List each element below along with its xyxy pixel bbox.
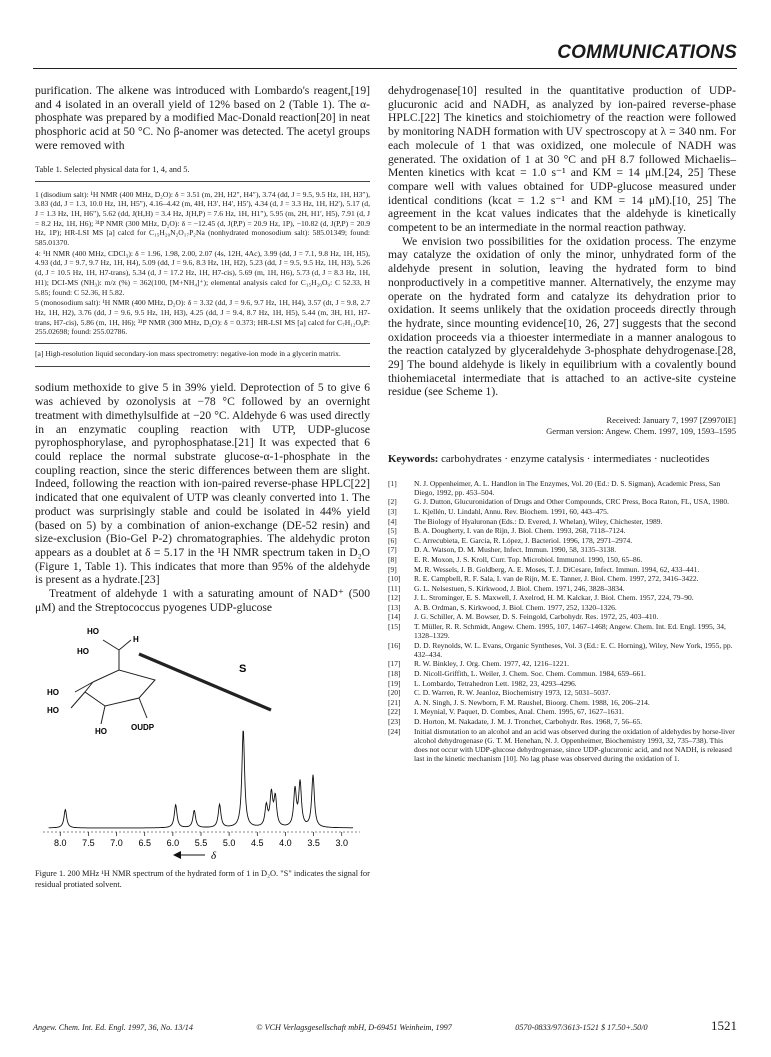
x-tick-label: 6.5 xyxy=(138,838,151,849)
struct-label-ho: HO xyxy=(87,627,99,637)
left-paragraph-3: Treatment of aldehyde 1 with a saturating amount of NAD⁺ (500 μM) and the Streptococcus pyogenes UDP-glucose xyxy=(35,587,370,614)
reference-text: I. Meynial, V. Paquet, D. Combes, Anal. Chem. 1995, 67, 1627–1631. xyxy=(414,707,624,717)
reference-number: [2] xyxy=(388,497,397,507)
x-tick-label: 7.5 xyxy=(82,838,95,849)
left-paragraph-1: purification. The alkene was introduced with Lombardo's reagent,[19] and 4 isolated in an overall yield of 12% based on 2 (Table 1). The α-phosphate was prepared by a modified Mac-Donald reaction[20] in neat phosphoric acid at 50 °C. No β-anomer was detected. The acetyl groups were removed with xyxy=(35,84,370,152)
page-number: 1521 xyxy=(711,1018,737,1033)
reference-text: R. W. Binkley, J. Org. Chem. 1977, 42, 1216–1221. xyxy=(414,659,570,669)
struct-label-ho: HO xyxy=(77,647,89,657)
struct-label-ho: HO xyxy=(47,688,59,698)
reference-text: The Biology of Hyaluronan (Eds.: D. Evered, J. Whelan), Wiley, Chichester, 1989. xyxy=(414,516,663,526)
reference-number: [8] xyxy=(388,554,397,564)
table-caption: Table 1. Selected physical data for 1, 4, and 5. xyxy=(35,165,370,182)
german-version: German version: Angew. Chem. 1997, 109, 1593–1595 xyxy=(546,426,736,437)
x-tick-label: 6.0 xyxy=(166,838,180,849)
reference-number: [3] xyxy=(388,506,397,516)
bond xyxy=(101,706,105,724)
reference-item xyxy=(388,526,736,535)
x-tick-label: 3.0 xyxy=(335,838,348,849)
struct-label-h: H xyxy=(133,635,139,645)
reference-item xyxy=(388,717,736,726)
reference-text: G. J. Dutton, Glucuronidation of Drugs and Other Compounds, CRC Press, Boca Raton, FL, USA, 1980. xyxy=(414,497,729,507)
x-tick-label: 4.5 xyxy=(251,838,264,849)
reference-number: [13] xyxy=(388,602,401,612)
arrow-head xyxy=(173,851,181,859)
reference-text: T. Müller, R. R. Schmidt, Angew. Chem. 1995, 107, 1467–1468; Angew. Chem. Int. Ed. Engl. 1995, 34, 1328–1329. xyxy=(414,622,726,641)
reference-item xyxy=(388,574,736,583)
reference-number: [4] xyxy=(388,516,397,526)
page-footer xyxy=(33,1018,737,1034)
reference-text: N. J. Oppenheimer, A. L. Handlon in The Enzymes, Vol. 20 (Ed.: D. S. Sigman), Academic Press, San Diego, 1992, pp. 453–504. xyxy=(414,478,721,497)
footer-journal: Angew. Chem. Int. Ed. Engl. 1997, 36, No. 13/14 xyxy=(33,1023,193,1032)
reference-number: [23] xyxy=(388,717,401,727)
reference-text: J. G. Schiller, A. M. Bowser, D. S. Feingold, Carbohydr. Res. 1972, 25, 403–410. xyxy=(414,612,659,622)
reference-item xyxy=(388,545,736,554)
keywords-label: Keywords: xyxy=(388,453,439,466)
keywords xyxy=(388,453,736,467)
reference-item xyxy=(388,536,736,545)
section-title: COMMUNICATIONS xyxy=(557,42,737,63)
reference-number: [5] xyxy=(388,526,397,536)
reference-item xyxy=(388,669,736,678)
axis-label: δ xyxy=(211,850,217,861)
reference-text: R. E. Campbell, R. F. Sala, I. van de Rijn, M. E. Tanner, J. Biol. Chem. 1997, 272, 3416–3422. xyxy=(414,574,699,584)
reference-item xyxy=(388,555,736,564)
pointer-line xyxy=(139,654,271,710)
reference-number: [20] xyxy=(388,688,401,698)
received-info xyxy=(388,415,736,437)
reference-number: [24] xyxy=(388,726,401,736)
reference-text: D. Horton, M. Nakadate, J. M. J. Tronchet, Carbohydr. Res. 1968, 7, 56–65. xyxy=(414,717,643,727)
reference-text: L. Kjellén, U. Lindahl, Annu. Rev. Biochem. 1991, 60, 443–475. xyxy=(414,506,609,516)
figure-1 xyxy=(35,620,370,889)
reference-item xyxy=(388,612,736,621)
reference-number: [18] xyxy=(388,669,401,679)
reference-item xyxy=(388,622,736,640)
table-footnote: [a] High-resolution liquid secondary-ion mass spectrometry: negative-ion mode in a glycerin matrix. xyxy=(35,343,370,367)
reference-text: A. B. Ordman, S. Kirkwood, J. Biol. Chem. 1977, 252, 1320–1326. xyxy=(414,602,617,612)
keywords-list: carbohydrates · enzyme catalysis · intermediates · nucleotides xyxy=(441,453,710,466)
reference-item xyxy=(388,497,736,506)
x-tick-label: 7.0 xyxy=(110,838,123,849)
x-tick-label: 4.0 xyxy=(279,838,292,849)
reference-text: B. A. Dougherty, I. van de Rijn, J. Biol. Chem. 1993, 268, 7118–7124. xyxy=(414,526,626,536)
table-entry-4: 4: ¹H NMR (400 MHz, CDCl₃): δ = 1.96, 1.98, 2.00, 2.07 (4s, 12H, 4Ac), 3.99 (dd, J = 7.1, 9.8 Hz, 1H, H5), 4.93 (dd, J = 9.7, 9.7 Hz, 1H, H4), 5.09 (dd, J = 9.6, 8.3 Hz, 1H, H2), 5.23 (dd, J = 9.5, 9.5 Hz, 1H, H3), 5.26 (d, J = 10.5 Hz, 1H, H7-trans), 5.34 (d, J = 17.2 Hz, 1H, H7-cis), 5.69 (m, 1H, H6), 5.73 (d, J = 8.3 Hz, 1H, H1); DCI-MS (NH₃): m/z (%) = 362(100, [M+NH₄]⁺); elemental analysis calcd for C₁₅H₂₀O₉: C 52.33, H 5.85; found: C 52.36, H 5.82. xyxy=(35,248,370,297)
x-tick-label: 5.5 xyxy=(194,838,208,849)
bond xyxy=(103,640,119,650)
reference-item xyxy=(388,641,736,659)
struct-label-oudp: OUDP xyxy=(131,723,155,733)
reference-item xyxy=(388,707,736,716)
reference-number: [16] xyxy=(388,640,401,650)
reference-number: [19] xyxy=(388,678,401,688)
reference-item xyxy=(388,565,736,574)
reference-item xyxy=(388,584,736,593)
reference-number: [22] xyxy=(388,707,401,717)
reference-item xyxy=(388,727,736,763)
table-body xyxy=(35,190,370,338)
reference-item xyxy=(388,688,736,697)
reference-number: [1] xyxy=(388,478,397,488)
x-tick-label: 3.5 xyxy=(307,838,320,849)
reference-item xyxy=(388,698,736,707)
reference-item xyxy=(388,507,736,516)
table-1 xyxy=(35,165,370,368)
x-ticks xyxy=(54,832,348,848)
reference-number: [6] xyxy=(388,535,397,545)
reference-item xyxy=(388,593,736,602)
reference-number: [7] xyxy=(388,545,397,555)
figure-caption: Figure 1. 200 MHz ¹H NMR spectrum of the hydrated form of 1 in D₂O. "S" indicates the signal for residual protiated solvent. xyxy=(35,869,370,889)
reference-text: M. R. Wessels, J. B. Goldberg, A. E. Moses, T. J. DiCesare, Infect. Immun. 1994, 62, 433–441. xyxy=(414,564,700,574)
footer-publisher: © VCH Verlagsgesellschaft mbH, D-69451 Weinheim, 1997 xyxy=(256,1023,452,1032)
right-paragraph-2: We envision two possibilities for the oxidation process. The enzyme may catalyze the oxidation of only the minor, unhydrated form of the aldehyde present in solution, leaving the hydrated form to bind nonproductively in a competitive manner. Alternatively, the enzyme may operate on the hydrated form and catalyze its dehydration prior to oxidation. It seems unlikely that the oxidation proceeds directly through the hydrate, since mounting evidence[10, 26, 27] suggests that the second oxidation proceeds via a thioester intermediate in a manner analogous to the reaction catalyzed by glyceraldehyde 3-phosphate dehydrogenase.[28, 29] The bound aldehyde is likely in equilibrium with a covalently bound thiohemiacetal intermediate that is attached to an active-site cysteine residue (see Scheme 1). xyxy=(388,234,736,399)
left-paragraph-2: sodium methoxide to give 5 in 39% yield. Deprotection of 5 to give 6 was achieved by ozonolysis at −78 °C followed by an overnight treatment with dimethylsulfide at −20 °C. Aldehyde 6 was used directly in an enzymatic coupling reaction with UTP, UDP-glucose pyrophosphorylase, and pyrophosphatase.[21] It was expected that 6 could replace the normal substrate glucose-α-1-phosphate in the coupling reaction, since the steric differences between them are slight. Indeed, following the reaction with ion-paired reverse-phase HPLC[22] indicated that one equivalent of UTP was cleanly converted into 1. The product was surprisingly stable and could be isolated in 44% yield (based on 5) by a combination of anion-exchange (DE-52 resin) and size-exclusion (Bio-Gel P-2) chromatographies. The aldehydic proton appears as a doublet at δ = 5.17 in the ¹H NMR spectrum taken in D₂O (Figure 1, Table 1). This indicates that more than 95% of the aldehyde is present as a hydrate.[23] xyxy=(35,381,370,587)
table-entry-5: 5 (monosodium salt): ¹H NMR (400 MHz, D₂O): δ = 3.32 (dd, J = 9.6, 9.7 Hz, 1H, H4), 3.57 (dt, J = 9.8, 2.7 Hz, 1H, H2), 3.76 (dd, J = 9.6, 9.5 Hz, 1H, H3), 4.25 (dd, J = 9.4, 8.7 Hz, 1H, H5), 5.44 (m, 3H, H1, H7-trans, H7-cis), 5.86 (m, 1H, H6); ³¹P NMR (300 MHz, D₂O): δ = 0.373; HR-LSI MS [a] calcd for C₇H₁₂O₈P: 255.02698; found: 255.02786. xyxy=(35,298,370,337)
reference-text: D. A. Watson, D. M. Musher, Infect. Immun. 1990, 58, 3135–3138. xyxy=(414,545,617,555)
reference-text: G. L. Nelsestuen, S. Kirkwood, J. Biol. Chem. 1971, 246, 3828–3834. xyxy=(414,583,625,593)
bond xyxy=(119,640,131,650)
right-column xyxy=(388,84,736,763)
reference-text: L. Lombardo, Tetrahedron Lett. 1982, 23, 4293–4296. xyxy=(414,678,577,688)
molecule-structure xyxy=(71,640,271,724)
reference-text: A. N. Singh, J. S. Newborn, F. M. Raushel, Bioorg. Chem. 1988, 16, 206–214. xyxy=(414,697,650,707)
right-paragraph-1: dehydrogenase[10] resulted in the quantitative production of UDP-glucuronic acid and NADH, as analyzed by ion-paired reverse-phase HPLC.[22] The kinetics and stoichiometry of the reaction were followed by monitoring NADH formation with UV spectroscopy at λ = 340 nm. For each molecule of 1 that was oxidized, one molecule of NADH was generated. The oxidation of 1 at 30 °C and pH 8.7 followed Michaelis–Menten kinetics with kcat = 1.0 s⁻¹ and KM = 14 μM.[24, 25] These compare well with values obtained for UDP-glucose measured under identical conditions (kcat = 1.2 s⁻¹ and KM = 14 μM).[10, 25] The agreement in the kcat values indicates that the aldehyde is kinetically competent to be an intermediate in the normal reaction pathway. xyxy=(388,84,736,235)
footer-issn: 0570-0833/97/3613-1521 $ 17.50+.50/0 xyxy=(515,1023,648,1032)
bond xyxy=(71,692,85,708)
reference-item xyxy=(388,479,736,497)
pyranose-ring xyxy=(85,670,155,706)
bond xyxy=(75,682,93,692)
reference-number: [12] xyxy=(388,593,401,603)
page-header xyxy=(33,38,737,69)
reference-item xyxy=(388,517,736,526)
x-tick-label: 8.0 xyxy=(54,838,67,849)
reference-item xyxy=(388,659,736,668)
reference-number: [17] xyxy=(388,659,401,669)
reference-text: Initial dismutation to an alcohol and an acid was observed during the oxidation of aldehydes by horse-liver alcohol dehydrogenase (G. T. M. Henehan, N. J. Oppenheimer, Biochemistry 1993, 32, 735–738). This does not occur with UDP-glucose dehydrogenase, since UDP-glucuronic acid, and not NADH, is released last in the kinetic mechanism [10]. No lag phase was observed during the oxidation of 1. xyxy=(414,726,735,763)
struct-label-ho: HO xyxy=(47,706,59,716)
spectrum-trace xyxy=(49,731,353,828)
nmr-spectrum xyxy=(35,620,370,860)
bond xyxy=(139,698,147,718)
reference-text: E. R. Moxon, J. S. Kroll, Curr. Top. Microbiol. Immunol. 1990, 150, 65–86. xyxy=(414,554,643,564)
reference-text: J. L. Strominger, E. S. Maxwell, J. Axelrod, H. M. Kalckar, J. Biol. Chem. 1957, 224, 79–90. xyxy=(414,593,694,603)
reference-number: [10] xyxy=(388,574,401,584)
x-tick-label: 5.0 xyxy=(222,838,236,849)
reference-text: C. Arrecubieta, E. Garcia, R. López, J. Bacteriol. 1996, 178, 2971–2974. xyxy=(414,535,633,545)
left-column xyxy=(35,84,370,889)
reference-item xyxy=(388,603,736,612)
received-date: Received: January 7, 1997 [Z9970IE] xyxy=(606,415,736,426)
table-entry-1: 1 (disodium salt): ¹H NMR (400 MHz, D₂O): δ = 3.51 (m, 2H, H2″, H4″), 3.74 (dd, J = 9.5, 9.5 Hz, 1H, H3″), 3.83 (dd, J = 1.3, 10.0 Hz, 1H, H5″), 4.16–4.42 (m, 4H, H3′, H4′, H5′), 4.34 (d, J = 3.3 Hz, 1H, H2′), 5.17 (d, J = 1.3 Hz, 1H, H6″), 5.62 (dd, J(H,H) = 3.4 Hz, J(H,P) = 7.6 Hz, 1H, H1″), 5.95 (m, 2H, H1′, H5), 7.91 (d, J = 8.2 Hz, 1H, H6); ³¹P NMR (300 MHz, D₂O): δ = −12.45 (d, J(P,P) = 20.9 Hz, 1P), −10.82 (d, J(P,P) = 20.9 Hz, 1P); HR-LSI MS [a] calcd for C₁₅H₂₀N₂O₁₇P₂Na (nonhydrated monosodium salt): 585.01349; found: 585.01370. xyxy=(35,189,370,248)
solvent-label: S xyxy=(239,663,247,676)
reference-number: [14] xyxy=(388,612,401,622)
reference-item xyxy=(388,679,736,688)
reference-number: [11] xyxy=(388,583,401,593)
struct-label-ho: HO xyxy=(95,727,107,737)
delta-arrow xyxy=(173,850,217,860)
reference-number: [21] xyxy=(388,697,401,707)
reference-text: D. Nicoll-Griffith, L. Weiler, J. Chem. Soc. Chem. Commun. 1984, 659–661. xyxy=(414,669,646,679)
reference-number: [9] xyxy=(388,564,397,574)
reference-number: [15] xyxy=(388,622,401,632)
reference-text: C. D. Warren, R. W. Jeanloz, Biochemistry 1973, 12, 5031–5037. xyxy=(414,688,611,698)
references xyxy=(388,479,736,763)
reference-text: D. D. Reynolds, W. L. Evans, Organic Syntheses, Vol. 3 (Ed.: E. C. Horning), Wiley, New York, 1955, pp. 432–434. xyxy=(414,640,733,659)
